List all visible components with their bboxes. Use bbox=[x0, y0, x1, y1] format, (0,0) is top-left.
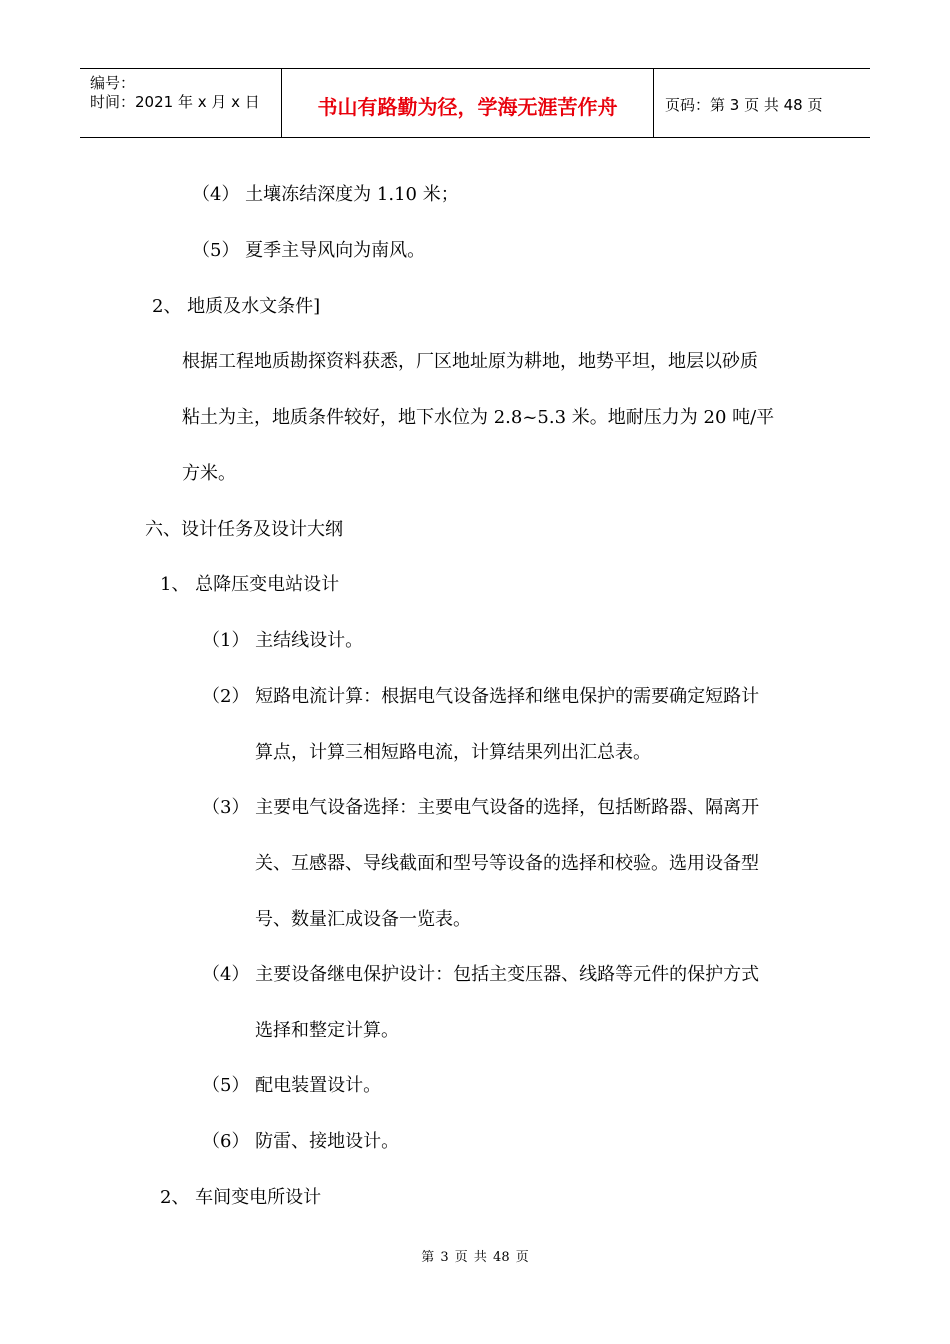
header-motto-cell bbox=[282, 69, 654, 137]
page-footer: 第 3 页 共 48 页 bbox=[421, 1250, 529, 1265]
document-date: 时间：2021 年 x 月 x 日 bbox=[90, 93, 260, 111]
motto: 书山有路勤为径，学海无涯苦作舟 bbox=[317, 95, 618, 119]
section-heading: 1、 总降压变电站设计 bbox=[160, 574, 340, 595]
text-line: （5） 夏季主导风向为南风。 bbox=[192, 240, 426, 261]
paragraph-line: 根据工程地质勘探资料获悉，厂区地址原为耕地，地势平坦，地层以砂质 bbox=[182, 351, 758, 372]
list-item: （4） 主要设备继电保护设计：包括主变压器、线路等元件的保护方式 bbox=[202, 964, 760, 985]
list-item-continuation: 关、互感器、导线截面和型号等设备的选择和校验。选用设备型 bbox=[255, 853, 759, 874]
list-item: （5） 配电装置设计。 bbox=[202, 1075, 382, 1096]
header-page-cell bbox=[655, 69, 870, 137]
paragraph-line: 方米。 bbox=[182, 463, 236, 484]
list-item: （3） 主要电气设备选择：主要电气设备的选择，包括断路器、隔离开 bbox=[202, 797, 760, 818]
list-item-continuation: 算点，计算三相短路电流，计算结果列出汇总表。 bbox=[255, 742, 651, 763]
page-indicator: 页码：第 3 页 共 48 页 bbox=[665, 96, 823, 114]
page-header bbox=[80, 68, 870, 138]
chapter-heading: 六、设计任务及设计大纲 bbox=[145, 519, 343, 540]
list-item: （1） 主结线设计。 bbox=[202, 630, 364, 651]
header-info-cell bbox=[80, 69, 282, 137]
list-item: （2） 短路电流计算：根据电气设备选择和继电保护的需要确定短路计 bbox=[202, 686, 760, 707]
list-item-continuation: 号、数量汇成设备一览表。 bbox=[255, 909, 471, 930]
paragraph-line: 粘土为主，地质条件较好，地下水位为 2.8~5.3 米。地耐压力为 20 吨/平 bbox=[182, 407, 775, 428]
section-heading: 2、 车间变电所设计 bbox=[160, 1187, 322, 1208]
section-heading: 2、 地质及水文条件] bbox=[152, 296, 321, 317]
document-number: 编号： bbox=[90, 74, 136, 92]
list-item: （6） 防雷、接地设计。 bbox=[202, 1131, 400, 1152]
list-item-continuation: 选择和整定计算。 bbox=[255, 1020, 399, 1041]
text-line: （4） 土壤冻结深度为 1.10 米； bbox=[192, 184, 459, 205]
